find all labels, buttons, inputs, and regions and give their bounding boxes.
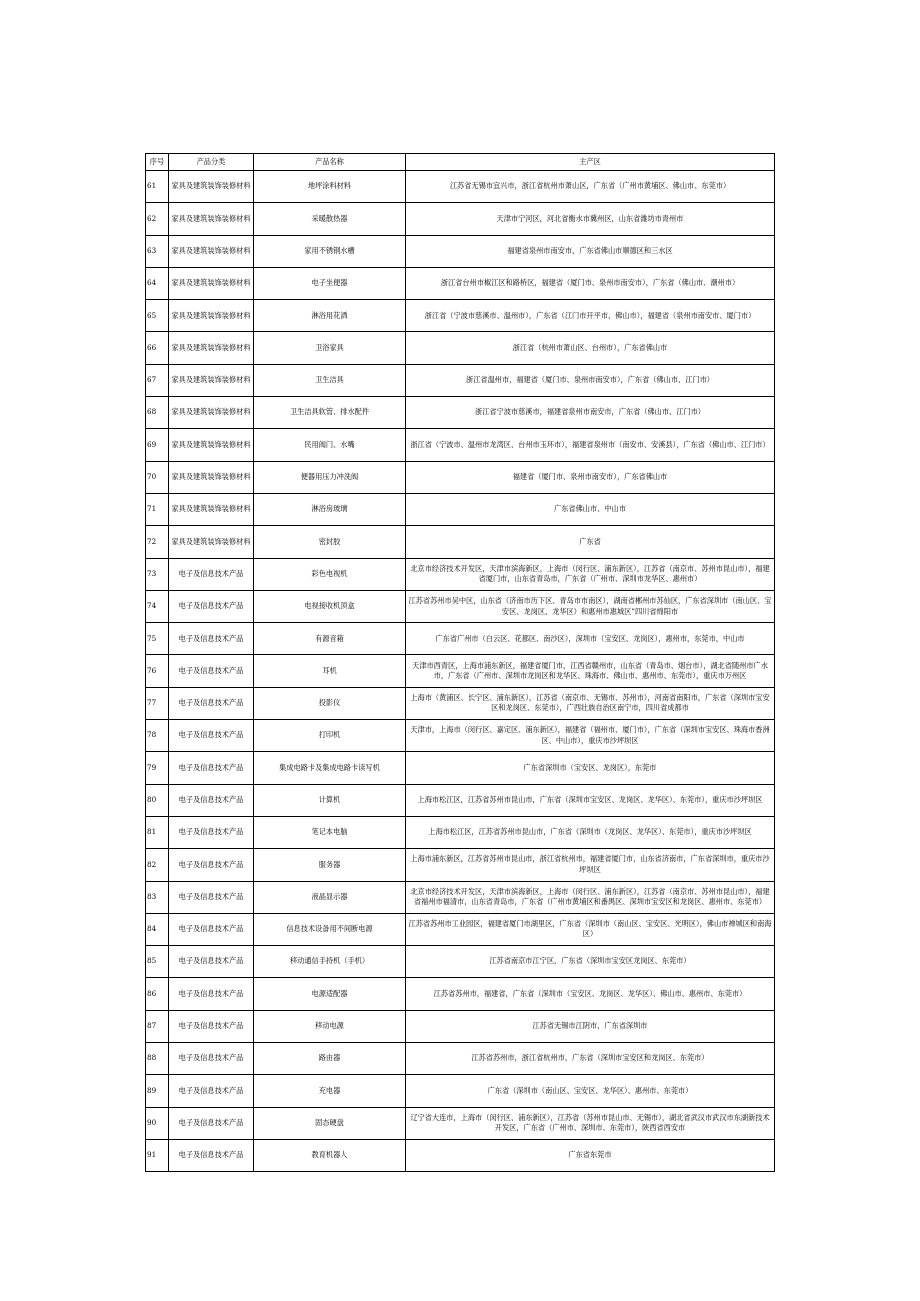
cell-region: 江苏省苏州市吴中区，山东省（济南市历下区、青岛市市南区），湖南省郴州市苏仙区，广东省深圳市（南山区、宝安区、龙岗区、龙华区）和惠州市惠城区”四川省绵阳市	[406, 590, 775, 622]
cell-region: 广东省深圳市（宝安区、龙岗区），东莞市	[406, 752, 775, 784]
table-row	[146, 687, 775, 719]
cell-category: 家具及建筑装饰装修材料	[169, 461, 254, 493]
table-row	[146, 655, 775, 687]
cell-no: 90	[146, 1107, 169, 1139]
cell-region: 福建省（厦门市、泉州市南安市），广东省佛山市	[406, 461, 775, 493]
cell-product-name: 笔记本电脑	[254, 816, 406, 848]
cell-no: 74	[146, 590, 169, 622]
table-row	[146, 623, 775, 655]
cell-region: 福建省泉州市南安市，广东省佛山市顺德区和三水区	[406, 235, 775, 267]
table-row	[146, 784, 775, 816]
cell-category: 电子及信息技术产品	[169, 752, 254, 784]
cell-region: 江苏省无锡市江阴市，广东省深圳市	[406, 1010, 775, 1042]
cell-product-name: 电子坐便器	[254, 267, 406, 299]
cell-category: 家具及建筑装饰装修材料	[169, 493, 254, 525]
cell-product-name: 移动通信手持机（手机）	[254, 946, 406, 978]
header-region: 主产区	[406, 154, 775, 171]
cell-product-name: 电源适配器	[254, 978, 406, 1010]
cell-region: 浙江省宁波市慈溪市，福建省泉州市南安市，广东省（佛山市、江门市）	[406, 397, 775, 429]
cell-category: 电子及信息技术产品	[169, 720, 254, 752]
cell-region: 江苏省苏州市工业园区，福建省厦门市湖里区，广东省（深圳市（南山区、宝安区、光明区），佛山市禅城区和南海区）	[406, 913, 775, 945]
cell-product-name: 集成电路卡及集成电路卡读写机	[254, 752, 406, 784]
cell-product-name: 固态硬盘	[254, 1107, 406, 1139]
cell-category: 家具及建筑装饰装修材料	[169, 267, 254, 299]
cell-category: 家具及建筑装饰装修材料	[169, 235, 254, 267]
cell-product-name: 采暖散热器	[254, 203, 406, 235]
table-row	[146, 1043, 775, 1075]
table-row	[146, 816, 775, 848]
cell-product-name: 淋浴房玻璃	[254, 493, 406, 525]
cell-category: 电子及信息技术产品	[169, 849, 254, 881]
cell-product-name: 移动电源	[254, 1010, 406, 1042]
table-row	[146, 1010, 775, 1042]
cell-product-name: 服务器	[254, 849, 406, 881]
cell-no: 70	[146, 461, 169, 493]
cell-no: 82	[146, 849, 169, 881]
table-row	[146, 235, 775, 267]
cell-region: 天津市西青区，上海市浦东新区，福建省厦门市，江西省赣州市，山东省（青岛市、烟台市），湖北省随州市广水市，广东省（广州市、深圳市龙岗区和龙华区、珠海市、佛山市、惠州市、东莞市），重庆市万州区	[406, 655, 775, 687]
table-row	[146, 590, 775, 622]
cell-region: 江苏省南京市江宁区，广东省（深圳市宝安区龙岗区、东莞市）	[406, 946, 775, 978]
table-row	[146, 397, 775, 429]
table-row	[146, 267, 775, 299]
table-header-row	[146, 154, 775, 171]
cell-product-name: 投影仪	[254, 687, 406, 719]
cell-region: 广东省（深圳市（南山区、宝安区、龙华区）、惠州市、东莞市）	[406, 1075, 775, 1107]
cell-category: 电子及信息技术产品	[169, 881, 254, 913]
cell-no: 87	[146, 1010, 169, 1042]
cell-no: 65	[146, 300, 169, 332]
cell-category: 电子及信息技术产品	[169, 978, 254, 1010]
table-row	[146, 1075, 775, 1107]
cell-region: 浙江省（宁波市、温州市龙湾区、台州市玉环市），福建省泉州市（南安市、安溪县），广东省（佛山市、江门市）	[406, 429, 775, 461]
cell-product-name: 卫生洁具	[254, 364, 406, 396]
cell-no: 89	[146, 1075, 169, 1107]
cell-no: 63	[146, 235, 169, 267]
cell-product-name: 便器用压力冲洗阀	[254, 461, 406, 493]
cell-no: 64	[146, 267, 169, 299]
cell-no: 78	[146, 720, 169, 752]
cell-category: 电子及信息技术产品	[169, 687, 254, 719]
cell-category: 电子及信息技术产品	[169, 590, 254, 622]
cell-region: 浙江省（杭州市萧山区、台州市），广东省佛山市	[406, 332, 775, 364]
table-row	[146, 913, 775, 945]
cell-category: 电子及信息技术产品	[169, 1010, 254, 1042]
cell-no: 62	[146, 203, 169, 235]
cell-no: 85	[146, 946, 169, 978]
cell-product-name: 淋浴用花洒	[254, 300, 406, 332]
cell-no: 66	[146, 332, 169, 364]
header-category: 产品分类	[169, 154, 254, 171]
cell-category: 电子及信息技术产品	[169, 623, 254, 655]
cell-no: 75	[146, 623, 169, 655]
cell-product-name: 液晶显示器	[254, 881, 406, 913]
cell-category: 家具及建筑装饰装修材料	[169, 332, 254, 364]
header-no: 序号	[146, 154, 169, 171]
cell-region: 辽宁省大连市，上海市（闵行区、浦东新区），江苏省（苏州市昆山市、无锡市），湖北省武汉市武汉市东湖新技术开发区，广东省（广州市、深圳市、东莞市），陕西省西安市	[406, 1107, 775, 1139]
cell-region: 上海市（黄浦区、长宁区、浦东新区），江苏省（南京市、无锡市、苏州市），河南省南阳市，广东省（深圳市宝安区和龙岗区、东莞市），广西壮族自治区南宁市，四川省成都市	[406, 687, 775, 719]
cell-region: 浙江省（宁波市慈溪市、温州市），广东省（江门市开平市、佛山市），福建省（泉州市南安市、厦门市）	[406, 300, 775, 332]
cell-category: 电子及信息技术产品	[169, 816, 254, 848]
cell-no: 77	[146, 687, 169, 719]
table-row	[146, 720, 775, 752]
table-row	[146, 493, 775, 525]
cell-product-name: 打印机	[254, 720, 406, 752]
cell-region: 上海市松江区，江苏省苏州市昆山市，广东省（深圳市（龙岗区、龙华区）、东莞市），重庆市沙坪坝区	[406, 816, 775, 848]
cell-region: 上海市松江区，江苏省苏州市昆山市，广东省（深圳市宝安区、龙岗区、龙华区）、东莞市），重庆市沙坪坝区	[406, 784, 775, 816]
cell-region: 天津市，上海市（闵行区、嘉定区、浦东新区），福建省（福州市、厦门市），广东省（深圳市宝安区、珠海市香洲区、中山市），重庆市沙坪坝区	[406, 720, 775, 752]
cell-product-name: 卫浴家具	[254, 332, 406, 364]
cell-category: 家具及建筑装饰装修材料	[169, 364, 254, 396]
cell-product-name: 充电器	[254, 1075, 406, 1107]
cell-product-name: 计算机	[254, 784, 406, 816]
table-row	[146, 752, 775, 784]
cell-region: 广东省东莞市	[406, 1139, 775, 1171]
cell-category: 家具及建筑装饰装修材料	[169, 300, 254, 332]
cell-category: 电子及信息技术产品	[169, 558, 254, 590]
cell-region: 北京市经济技术开发区，天津市滨海新区，上海市（闵行区、浦东新区），江苏省（南京市、苏州市昆山市），福建省福州市福清市，山东省青岛市，广东省（广州市黄埔区和番禺区、深圳市宝安区和龙岗区、惠州市、东莞市）	[406, 881, 775, 913]
cell-product-name: 电视接收机顶盒	[254, 590, 406, 622]
table-row	[146, 332, 775, 364]
cell-category: 电子及信息技术产品	[169, 946, 254, 978]
cell-region: 上海市浦东新区，江苏省苏州市昆山市，浙江省杭州市，福建省厦门市，山东省济南市，广东省深圳市，重庆市沙坪坝区	[406, 849, 775, 881]
cell-no: 73	[146, 558, 169, 590]
cell-category: 家具及建筑装饰装修材料	[169, 526, 254, 558]
table-row	[146, 203, 775, 235]
table-row	[146, 364, 775, 396]
cell-no: 83	[146, 881, 169, 913]
cell-region: 广东省佛山市、中山市	[406, 493, 775, 525]
cell-category: 电子及信息技术产品	[169, 1139, 254, 1171]
cell-no: 61	[146, 171, 169, 203]
table-row	[146, 300, 775, 332]
cell-no: 88	[146, 1043, 169, 1075]
cell-product-name: 彩色电视机	[254, 558, 406, 590]
table-row	[146, 558, 775, 590]
cell-product-name: 路由器	[254, 1043, 406, 1075]
table-row	[146, 1139, 775, 1171]
cell-no: 68	[146, 397, 169, 429]
cell-product-name: 地坪涂料材料	[254, 171, 406, 203]
cell-no: 76	[146, 655, 169, 687]
cell-no: 69	[146, 429, 169, 461]
cell-product-name: 教育机器人	[254, 1139, 406, 1171]
cell-region: 广东省广州市（白云区、花都区、南沙区），深圳市（宝安区、龙岗区），惠州市，东莞市，中山市	[406, 623, 775, 655]
cell-category: 家具及建筑装饰装修材料	[169, 397, 254, 429]
table-row	[146, 1107, 775, 1139]
cell-no: 80	[146, 784, 169, 816]
cell-region: 江苏省无锡市宜兴市，浙江省杭州市萧山区，广东省（广州市黄埔区、佛山市、东莞市）	[406, 171, 775, 203]
cell-region: 北京市经济技术开发区，天津市滨海新区，上海市（闵行区、浦东新区），江苏省（南京市、苏州市昆山市），福建省厦门市，山东省青岛市，广东省（广州市、深圳市龙华区、惠州市）	[406, 558, 775, 590]
cell-product-name: 民用阀门、水嘴	[254, 429, 406, 461]
cell-product-name: 卫生洁具软管、排水配件	[254, 397, 406, 429]
cell-no: 84	[146, 913, 169, 945]
cell-region: 广东省	[406, 526, 775, 558]
cell-product-name: 密封胶	[254, 526, 406, 558]
cell-no: 81	[146, 816, 169, 848]
cell-category: 电子及信息技术产品	[169, 1043, 254, 1075]
cell-no: 67	[146, 364, 169, 396]
cell-product-name: 家用不锈钢水槽	[254, 235, 406, 267]
cell-category: 电子及信息技术产品	[169, 784, 254, 816]
table-row	[146, 946, 775, 978]
table-row	[146, 171, 775, 203]
cell-no: 79	[146, 752, 169, 784]
cell-region: 天津市宁河区，河北省衡水市冀州区，山东省潍坊市青州市	[406, 203, 775, 235]
cell-region: 江苏省苏州市，福建省，广东省（深圳市（宝安区、龙岗区、龙华区）、佛山市、惠州市、东莞市）	[406, 978, 775, 1010]
cell-product-name: 有源音箱	[254, 623, 406, 655]
cell-category: 电子及信息技术产品	[169, 1107, 254, 1139]
cell-category: 家具及建筑装饰装修材料	[169, 171, 254, 203]
cell-no: 72	[146, 526, 169, 558]
cell-product-name: 耳机	[254, 655, 406, 687]
table-row	[146, 849, 775, 881]
cell-region: 浙江省台州市椒江区和路桥区，福建省（厦门市、泉州市南安市），广东省（佛山市、潮州市）	[406, 267, 775, 299]
table-row	[146, 881, 775, 913]
cell-category: 家具及建筑装饰装修材料	[169, 429, 254, 461]
cell-category: 家具及建筑装饰装修材料	[169, 203, 254, 235]
cell-category: 电子及信息技术产品	[169, 655, 254, 687]
cell-no: 86	[146, 978, 169, 1010]
cell-product-name: 信息技术设备用不间断电源	[254, 913, 406, 945]
table-row	[146, 461, 775, 493]
cell-region: 浙江省温州市，福建省（厦门市、泉州市南安市），广东省（佛山市、江门市）	[406, 364, 775, 396]
cell-no: 91	[146, 1139, 169, 1171]
table-row	[146, 978, 775, 1010]
cell-region: 江苏省苏州市，浙江省杭州市，广东省（深圳市宝安区和龙岗区、东莞市）	[406, 1043, 775, 1075]
table-row	[146, 429, 775, 461]
header-name: 产品名称	[254, 154, 406, 171]
cell-category: 电子及信息技术产品	[169, 913, 254, 945]
cell-category: 电子及信息技术产品	[169, 1075, 254, 1107]
product-table	[145, 153, 775, 1172]
table-row	[146, 526, 775, 558]
cell-no: 71	[146, 493, 169, 525]
